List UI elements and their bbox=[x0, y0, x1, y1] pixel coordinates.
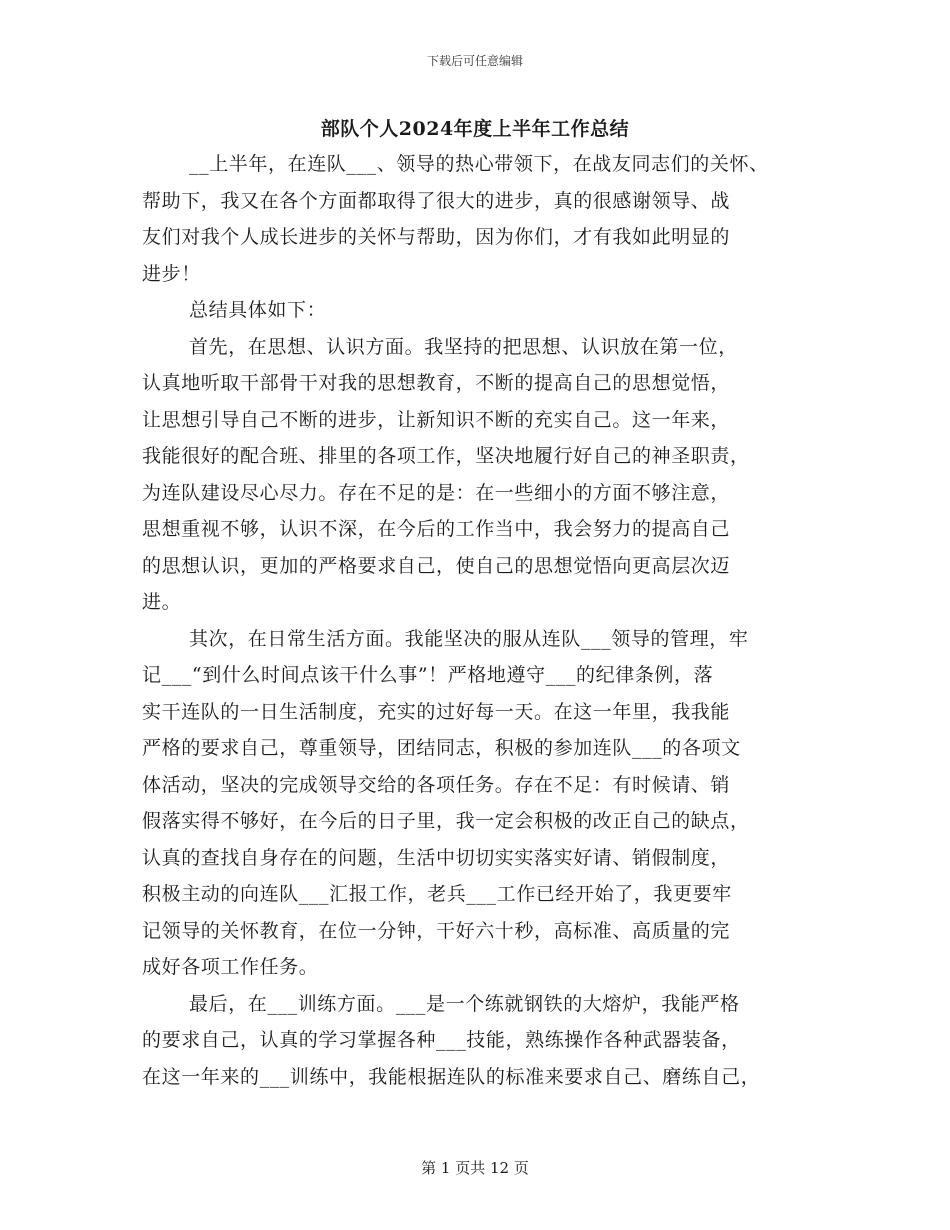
paragraph-line: 的要求自己，认真的学习掌握各种___技能，熟练操作各种武器装备， bbox=[142, 1029, 741, 1051]
paragraph-summary-lead bbox=[142, 292, 827, 329]
paragraph-intro bbox=[142, 146, 827, 292]
paragraph-line: 帮助下，我又在各个方面都取得了很大的进步，真的很感谢领导、战 bbox=[142, 189, 731, 212]
paragraph-line: 的思想认识，更加的严格要求自己，使自己的思想觉悟向更高层次迈 bbox=[142, 554, 731, 577]
paragraph-line: 记___“到什么时间点该干什么事”！严格地遵守___的纪律条例，落 bbox=[142, 664, 714, 686]
paragraph-line: __上半年，在连队___、领导的热心带领下，在战友同志们的关怀、 bbox=[189, 153, 769, 175]
paragraph-line: 为连队建设尽心尽力。存在不足的是：在一些细小的方面不够注意， bbox=[142, 481, 731, 504]
paragraph-line: 进步！ bbox=[142, 262, 201, 285]
document-body bbox=[142, 146, 827, 1095]
paragraph-line: 在这一年来的___训练中，我能根据连队的标准来要求自己、磨练自己， bbox=[142, 1065, 761, 1088]
paragraph-line: 假落实得不够好，在今后的日子里，我一定会积极的改正自己的缺点， bbox=[142, 810, 750, 832]
document-title: 部队个人2024年度上半年工作总结 bbox=[320, 118, 630, 140]
paragraph-line: 让思想引导自己不断的进步，让新知识不断的充实自己。这一年来， bbox=[142, 408, 731, 431]
paragraph-line: 认真的查找自身存在的问题，生活中切切实实落实好请、销假制度， bbox=[142, 846, 731, 869]
paragraph-line: 体活动，坚决的完成领导交给的各项任务。存在不足：有时候请、销 bbox=[142, 773, 731, 796]
paragraph-line: 成好各项工作任务。 bbox=[142, 956, 319, 978]
paragraph-line: 实干连队的一日生活制度，充实的过好每一天。在这一年里，我我能 bbox=[142, 700, 731, 723]
paragraph-line: 友们对我个人成长进步的关怀与帮助，因为你们，才有我如此明显的 bbox=[142, 226, 731, 248]
paragraph-line: 积极主动的向连队___汇报工作，老兵___工作已经开始了，我更要牢 bbox=[142, 883, 732, 905]
paragraph-line: 思想重视不够，认识不深，在今后的工作当中，我会努力的提高自己 bbox=[142, 518, 731, 540]
paragraph-line: 最后，在___训练方面。___是一个练就钢铁的大熔炉，我能严格 bbox=[189, 992, 740, 1015]
paragraph-daily-life bbox=[142, 621, 827, 986]
paragraph-line: 首先，在思想、认识方面。我坚持的把思想、认识放在第一位， bbox=[189, 335, 738, 358]
paragraph-line: 我能很好的配合班、排里的各项工作，坚决地履行好自己的神圣职责， bbox=[142, 445, 750, 467]
paragraph-line: 进。 bbox=[142, 591, 182, 613]
paragraph-thought bbox=[142, 329, 827, 621]
header-note: 下载后可任意编辑 bbox=[426, 54, 523, 68]
paragraph-line: 其次，在日常生活方面。我能坚决的服从连队___领导的管理，牢 bbox=[189, 627, 749, 650]
paragraph-line: 总结具体如下： bbox=[189, 299, 327, 321]
paragraph-training bbox=[142, 986, 827, 1096]
paragraph-line: 记领导的关怀教育，在位一分钟，干好六十秒，高标准、高质量的完 bbox=[142, 919, 731, 942]
page-indicator: 第 1 页共 12 页 bbox=[421, 1159, 529, 1177]
paragraph-line: 认真地听取干部骨干对我的思想教育，不断的提高自己的思想觉悟， bbox=[142, 372, 731, 394]
paragraph-line: 严格的要求自己，尊重领导，团结同志，积极的参加连队___的各项文 bbox=[142, 737, 741, 759]
